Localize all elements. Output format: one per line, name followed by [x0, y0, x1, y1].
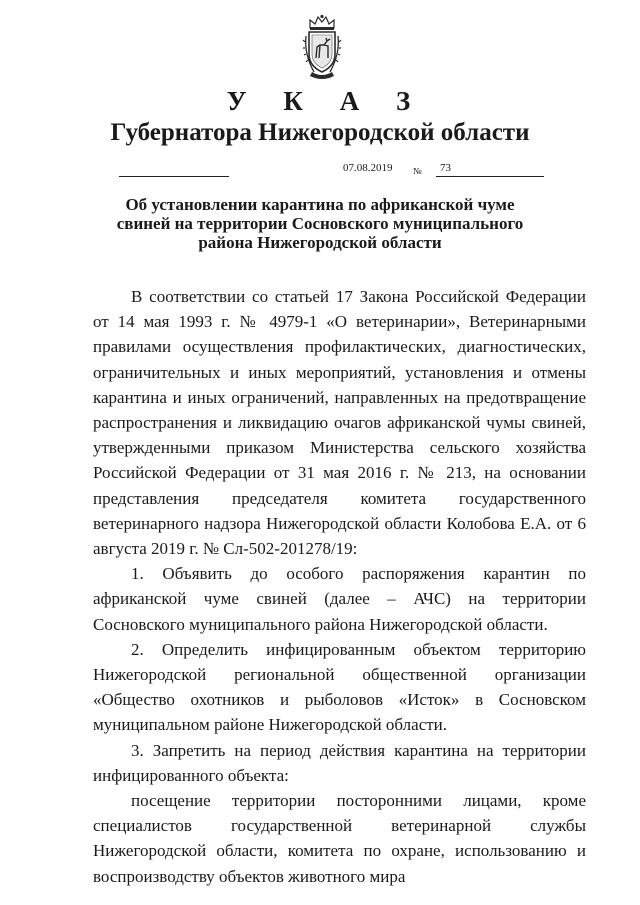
document-body [93, 284, 586, 889]
blank-underline-right [436, 176, 544, 177]
clause-3-paragraph: 3. Запретить на период действия карантина на территории инфицированного объекта: [93, 740, 586, 785]
preamble-paragraph: В соответствии со статьей 17 Закона Российской Федерации от 14 мая 1993 г. № 4979-1 «О ветеринарии», Ветеринарными правилами осуществления профилактических, диагностических, ограничительных и иных мероприятий, установления и отмены карантина и иных ограничений, направленных на предотвращение распространения и ликвидацию очагов африканской чумы свиней, утвержденными приказом Министерства сельского хозяйства Российской Федерации от 31 мая 2016 г. № 213, на основании представления председателя комитета государственного ветеринарного надзора Нижегородской области Колобова Е.А. от 6 августа 2019 г. № Сл-502-201278/19: [93, 287, 586, 559]
date-number-line [0, 160, 640, 186]
coat-of-arms-icon [302, 14, 342, 80]
clause-2-paragraph: 2. Определить инфицированным объектом территорию Нижегородской региональной общественной организации «Общество охотников и рыболовов «Исток» в Сосновском муниципальном районе Нижегородской области. [93, 639, 586, 735]
blank-underline-left [119, 176, 229, 177]
clause-1-paragraph: 1. Объявить до особого распоряжения карантин по африканской чуме свиней (далее – АЧС) на территории Сосновского муниципального района Нижегородской области. [93, 564, 586, 634]
document-title: Об установлении карантина по африканской чуме свиней на территории Сосновского муниципального района Нижегородской области [116, 195, 524, 252]
issuer-heading: Губернатора Нижегородской области [110, 119, 530, 146]
number-sign: № [413, 166, 422, 176]
clause-3-item-paragraph: посещение территории посторонними лицами, кроме специалистов государственной ветеринарной службы Нижегородской области, комитета по охране, использованию и воспроизводству объектов животного мира [93, 791, 586, 886]
decree-number: 73 [440, 162, 451, 174]
decree-heading: У К А З [226, 86, 426, 116]
decree-date: 07.08.2019 [343, 162, 393, 174]
